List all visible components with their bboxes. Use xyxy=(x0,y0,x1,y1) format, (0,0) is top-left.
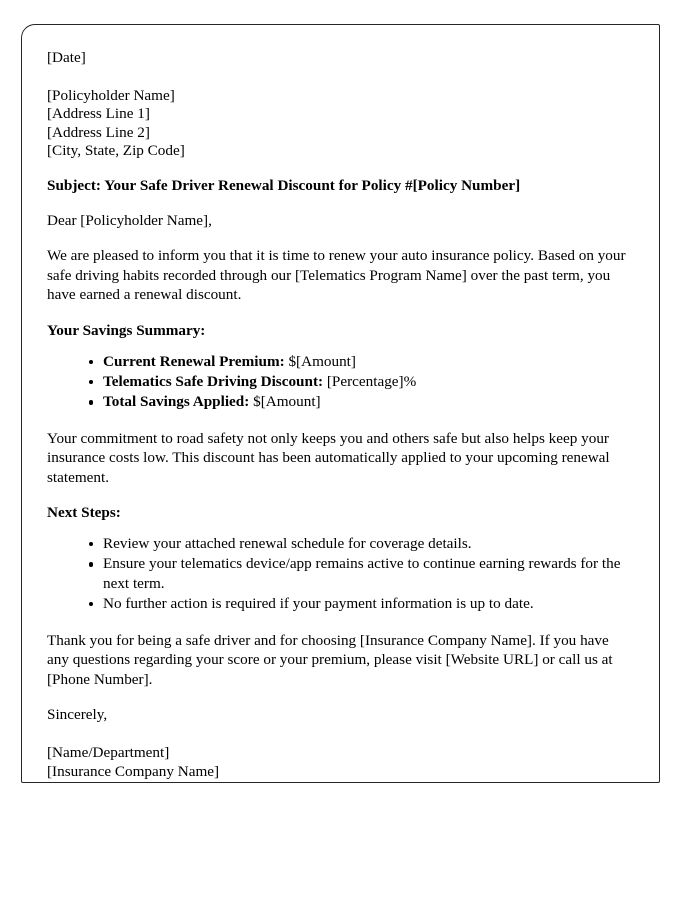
sign-off: Sincerely, xyxy=(47,705,108,723)
savings-summary-list xyxy=(47,352,629,412)
signature-block xyxy=(47,744,629,780)
spacer xyxy=(47,230,629,246)
address-line: [Policyholder Name] xyxy=(47,87,175,105)
spacer xyxy=(47,340,629,352)
address-line: [Address Line 1] xyxy=(47,105,150,123)
spacer xyxy=(47,160,629,176)
address-line: [City, State, Zip Code] xyxy=(47,141,185,159)
list-item: Review your attached renewal schedule for coverage details. xyxy=(89,534,629,553)
letter-content xyxy=(47,49,629,781)
recipient-address-block xyxy=(47,87,629,160)
closing-paragraph: Thank you for being a safe driver and for choosing [Insurance Company Name]. If you have any questions regarding your score or your premium, please visit [Website URL] or call us at [Phone Number]. xyxy=(47,631,613,688)
next-steps-list xyxy=(47,534,629,614)
address-line: [Address Line 2] xyxy=(47,123,150,141)
spacer xyxy=(47,615,629,631)
list-item xyxy=(89,392,629,411)
savings-item-label: Current Renewal Premium: xyxy=(103,352,285,370)
savings-item-label: Telematics Safe Driving Discount: xyxy=(103,373,324,391)
spacer xyxy=(47,413,629,429)
date-placeholder: [Date] xyxy=(47,49,86,66)
spacer xyxy=(47,305,629,321)
savings-item-value: $[Amount] xyxy=(288,352,356,370)
spacer xyxy=(47,195,629,211)
list-item: No further action is required if your payment information is up to date. xyxy=(89,594,629,613)
commitment-paragraph: Your commitment to road safety not only keeps you and others safe but also helps keep your insurance costs low. This discount has been automatically applied to your upcoming renewal statement. xyxy=(47,429,610,486)
savings-summary-heading: Your Savings Summary: xyxy=(47,321,206,339)
spacer xyxy=(47,689,629,705)
spacer xyxy=(47,487,629,503)
letter-page-frame xyxy=(21,24,660,783)
next-steps-heading: Next Steps: xyxy=(47,504,121,522)
signature-line: [Name/Department] xyxy=(47,744,170,762)
savings-item-label: Total Savings Applied: xyxy=(103,393,250,411)
list-item xyxy=(89,372,629,391)
list-item: Ensure your telematics device/app remains active to continue earning rewards for the next term. xyxy=(89,554,629,593)
savings-item-value: $[Amount] xyxy=(253,393,321,411)
savings-item-value: [Percentage]% xyxy=(326,373,417,391)
spacer xyxy=(47,724,629,744)
spacer xyxy=(47,522,629,534)
spacer xyxy=(47,67,629,87)
list-item xyxy=(89,352,629,371)
intro-paragraph: We are pleased to inform you that it is time to renew your auto insurance policy. Based on your safe driving habits recorded through our [Telematics Program Name] over the past term, you have earned a renewal discount. xyxy=(47,247,626,304)
signature-line: [Insurance Company Name] xyxy=(47,762,220,780)
salutation: Dear [Policyholder Name], xyxy=(47,212,212,230)
subject-line: Subject: Your Safe Driver Renewal Discount for Policy #[Policy Number] xyxy=(47,177,521,195)
